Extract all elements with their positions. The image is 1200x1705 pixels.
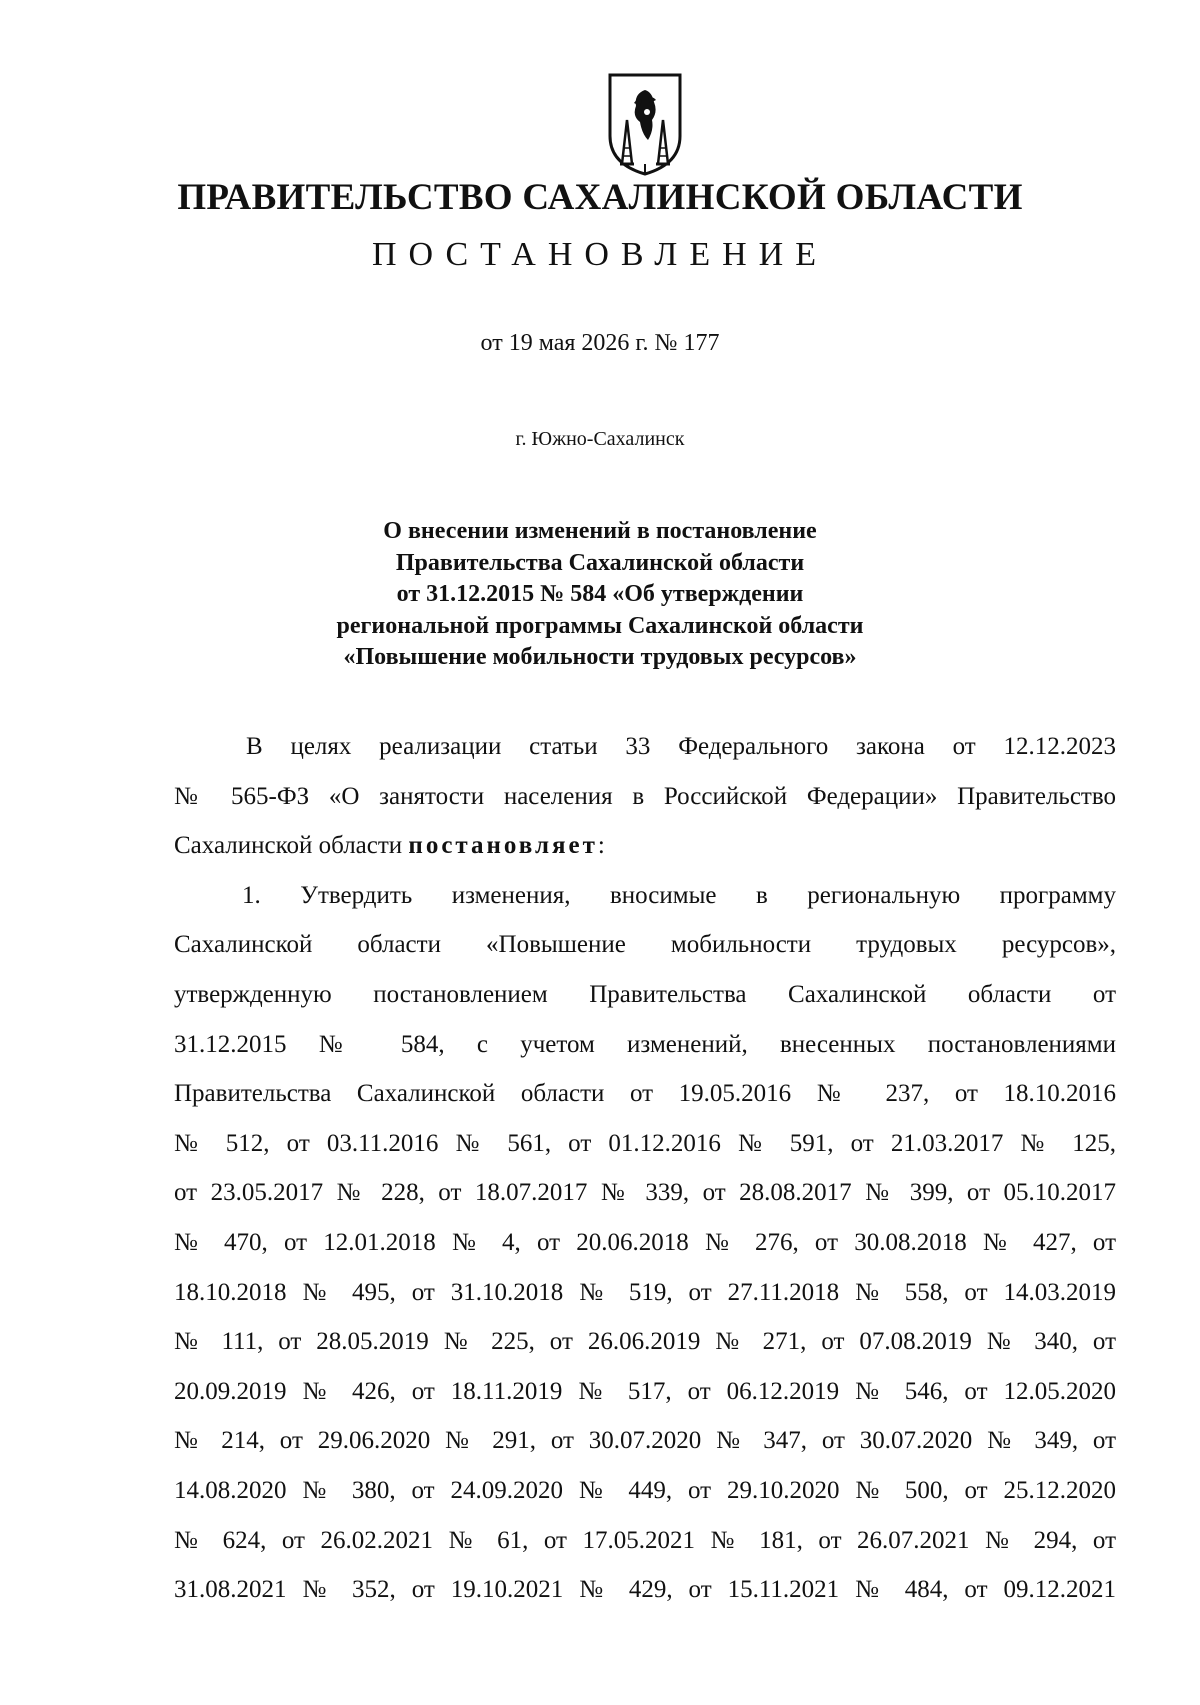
decree-word: постановляет	[408, 832, 598, 860]
preamble-line	[174, 821, 1116, 871]
item1-line: Сахалинской области «Повышение мобильности трудовых ресурсов»,	[174, 931, 1116, 959]
preamble-line: В целях реализации статьи 33 Федерального закона от 12.12.2023	[246, 733, 1116, 760]
item1-line: 1. Утвердить изменения, вносимые в региональную программу	[242, 881, 1116, 909]
item1-line: № 470, от 12.01.2018 № 4, от 20.06.2018 № 276, от 30.08.2018 № 427, от	[174, 1228, 1116, 1256]
heading-line: от 31.12.2015 № 584 «Об утверждении	[396, 581, 804, 607]
preamble-text: Сахалинской области	[174, 832, 409, 860]
organization-title: ПРАВИТЕЛЬСТВО САХАЛИНСКОЙ ОБЛАСТИ	[177, 177, 1023, 218]
heading-line: региональной программы Сахалинской области	[336, 612, 864, 639]
item1-line: 18.10.2018 № 495, от 31.10.2018 № 519, от 27.11.2018 № 558, от 14.03.2019	[174, 1278, 1116, 1306]
item1-line: 14.08.2020 № 380, от 24.09.2020 № 449, от 29.10.2020 № 500, от 25.12.2020	[174, 1476, 1116, 1504]
item1-line: № 512, от 03.11.2016 № 561, от 01.12.2016 № 591, от 21.03.2017 № 125,	[174, 1129, 1116, 1157]
item1-line: Правительства Сахалинской области от 19.05.2016 № 237, от 18.10.2016	[174, 1080, 1116, 1108]
document-city: г. Южно-Сахалинск	[515, 428, 685, 450]
document-type: ПОСТАНОВЛЕНИЕ	[371, 236, 829, 273]
item1-line: 31.12.2015 № 584, с учетом изменений, внесенных постановлениями	[174, 1030, 1116, 1058]
coat-of-arms-icon	[604, 72, 686, 176]
item1-line: 31.08.2021 № 352, от 19.10.2021 № 429, от 15.11.2021 № 484, от 09.12.2021	[174, 1576, 1116, 1604]
document-body	[174, 722, 1116, 1615]
item1-line: утвержденную постановлением Правительства Сахалинской области от	[174, 980, 1116, 1008]
item1-line: 20.09.2019 № 426, от 18.11.2019 № 517, от 06.12.2019 № 546, от 12.05.2020	[174, 1377, 1116, 1405]
document-heading	[0, 516, 1200, 674]
heading-line: «Повышение мобильности трудовых ресурсов»	[343, 644, 857, 670]
item1-line: № 214, от 29.06.2020 № 291, от 30.07.2020 № 347, от 30.07.2020 № 349, от	[174, 1427, 1116, 1455]
heading-line: Правительства Сахалинской области	[395, 549, 805, 576]
preamble-line: № 565-ФЗ «О занятости населения в Российской Федерации» Правительство	[174, 782, 1116, 810]
item1-line: от 23.05.2017 № 228, от 18.07.2017 № 339, от 28.08.2017 № 399, от 05.10.2017	[174, 1179, 1116, 1207]
heading-line: О внесении изменений в постановление	[383, 518, 817, 544]
preamble-colon: :	[597, 832, 605, 860]
item1-line: № 624, от 26.02.2021 № 61, от 17.05.2021 № 181, от 26.07.2021 № 294, от	[174, 1526, 1116, 1554]
item1-line: № 111, от 28.05.2019 № 225, от 26.06.2019 № 271, от 07.08.2019 № 340, от	[174, 1328, 1116, 1356]
document-date-number: от 19 мая 2026 г. № 177	[480, 330, 720, 356]
